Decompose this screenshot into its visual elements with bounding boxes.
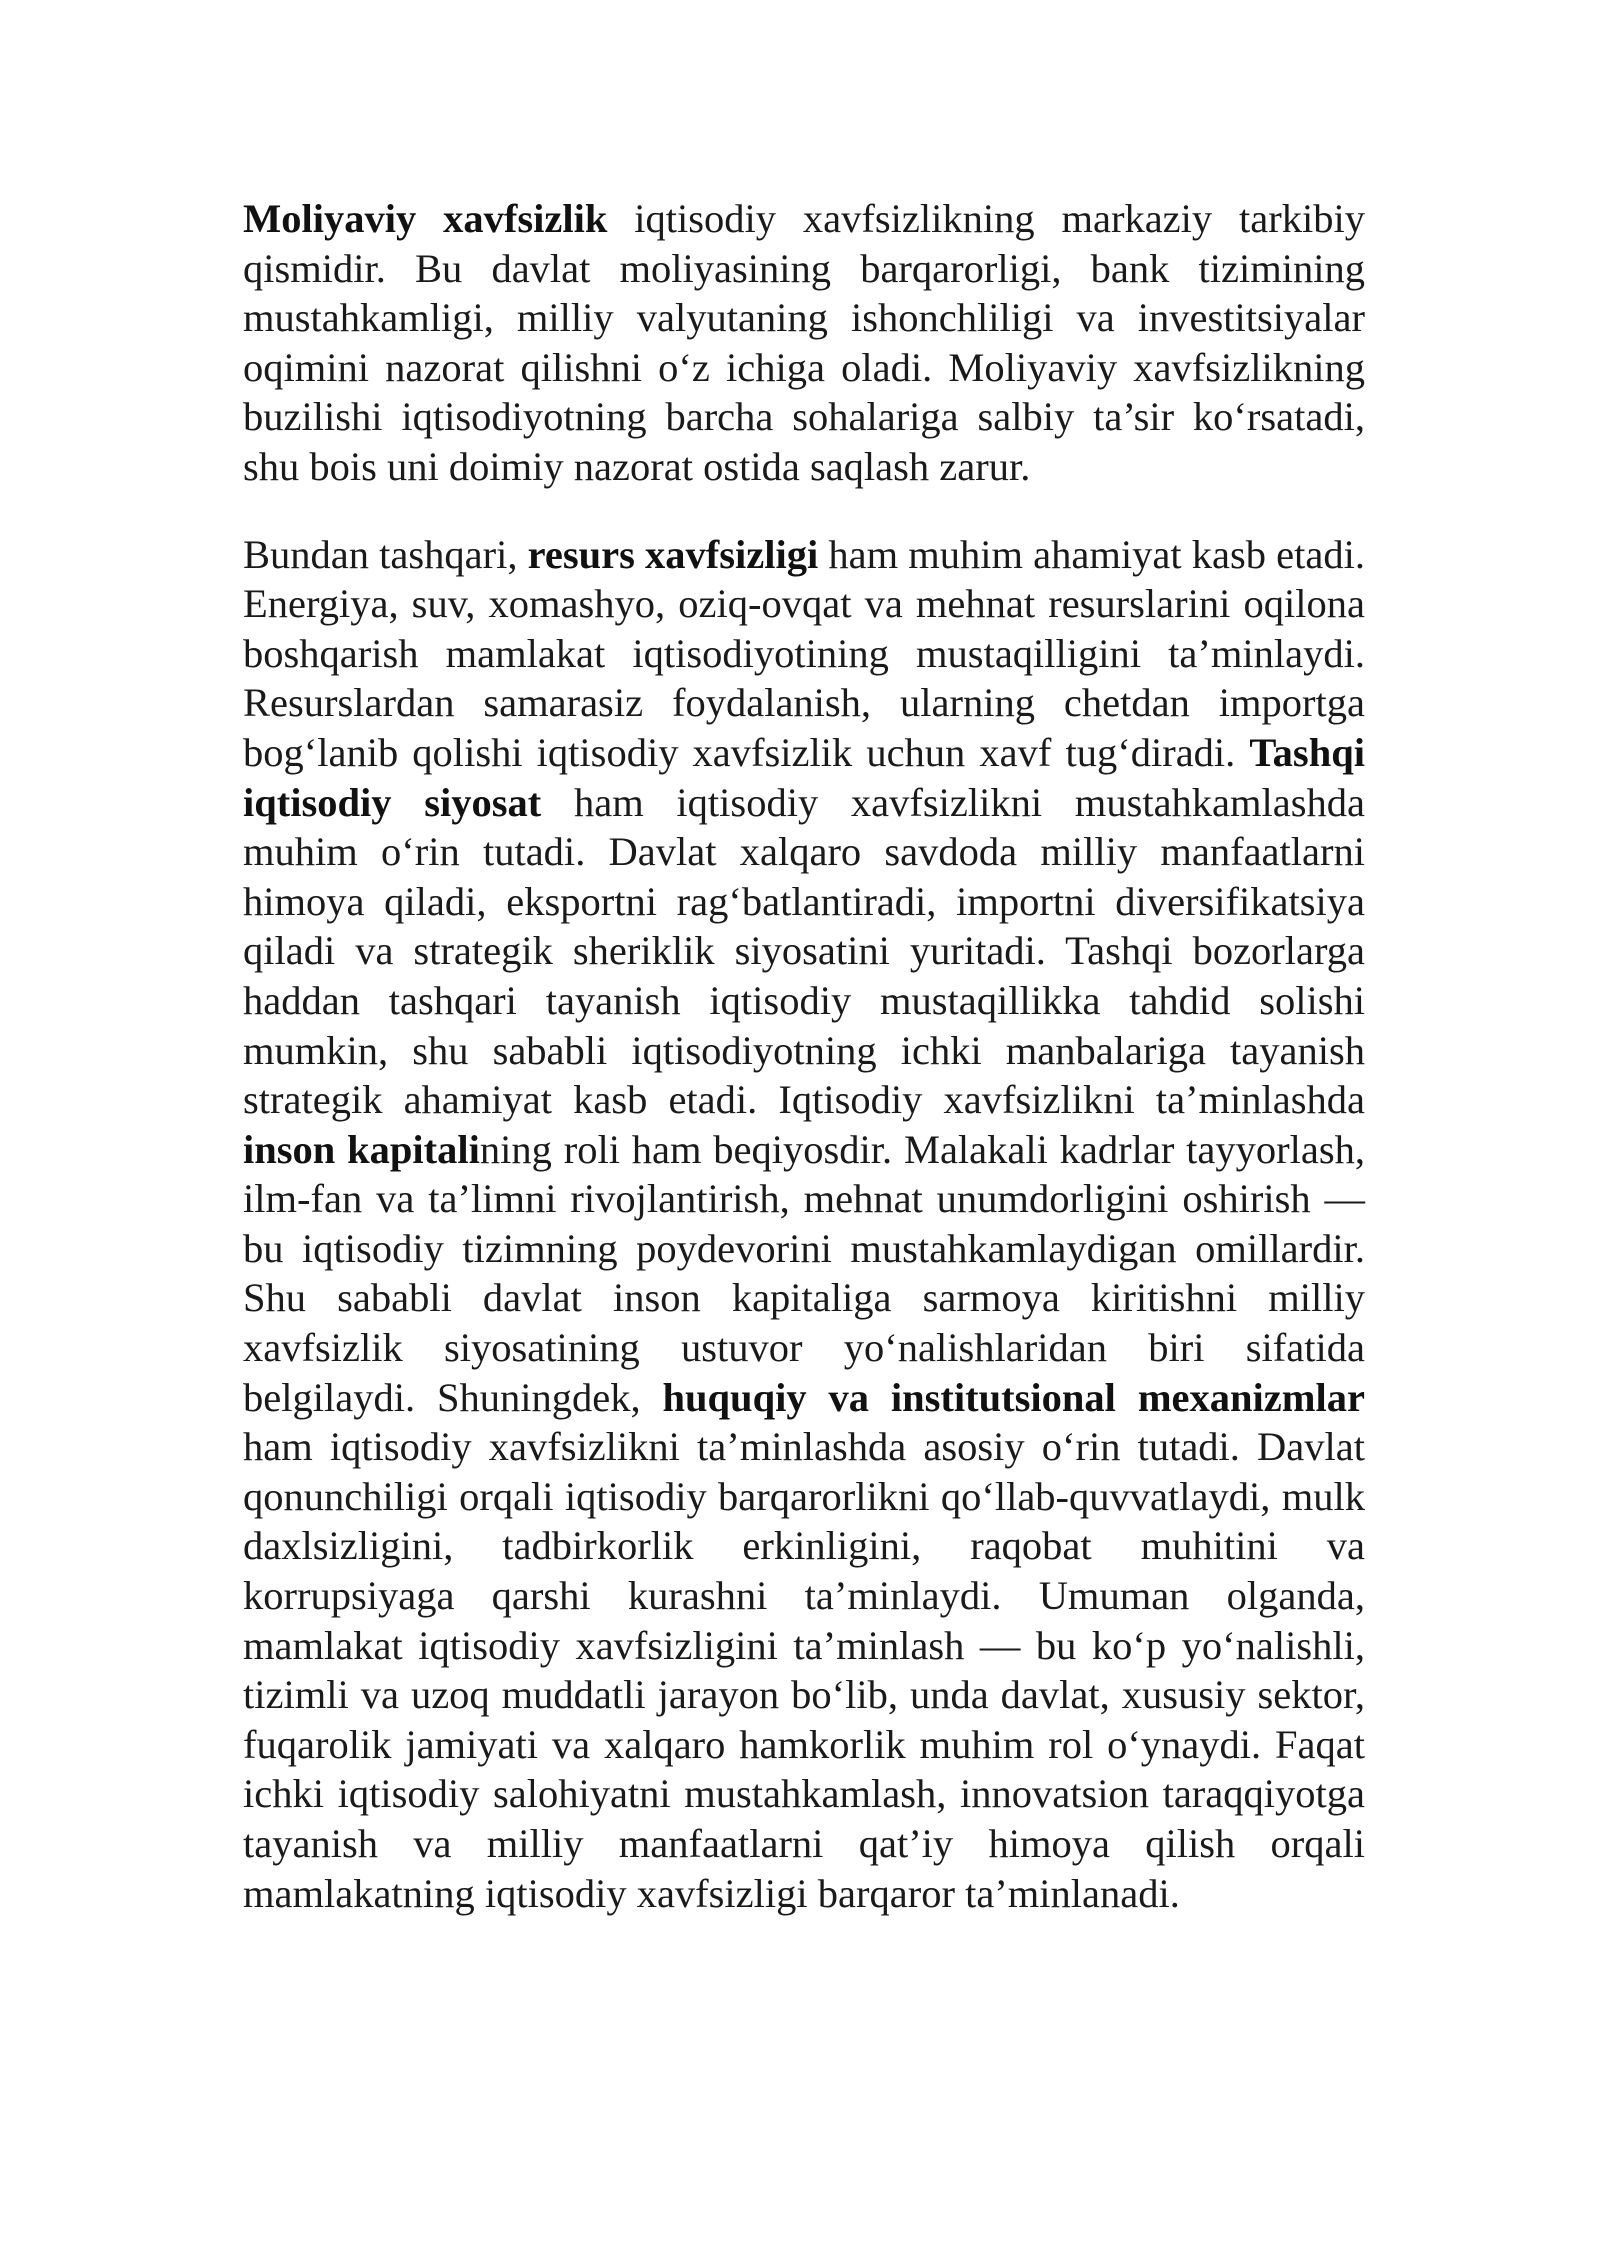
paragraph-text: Bundan tashqari, <box>243 531 528 577</box>
paragraph-text: ham iqtisodiy xavfsizlikni mustahkamlashda muhim o‘rin tutadi. Davlat xalqaro savdoda milliy manfaatlarni himoya qiladi, eksportni rag‘batlantiradi, importni diversifikatsiya qiladi va strategik sheriklik siyosatini yuritadi. Tashqi bozorlarga haddan tashqari tayanish iqtisodiy mustaqillikka tahdid solishi mumkin, shu sababli iqtisodiyotning ichki manbalariga tayanish strategik ahamiyat kasb etadi. Iqtisodiy xavfsizlikni ta’minlashda <box>243 779 1365 1123</box>
document-body <box>243 194 1365 1918</box>
term-resurs-xavfsizligi: resurs xavfsizligi <box>527 531 819 577</box>
paragraph-text: ham iqtisodiy xavfsizlikni ta’minlashda asosiy o‘rin tutadi. Davlat qonunchiligi orqali iqtisodiy barqarorlikni qo‘llab-quvvatlaydi, mulk daxlsizligini, tadbirkorlik erkinligini, raqobat muhitini va korrupsiyaga qarshi kurashni ta’minlaydi. Umuman olganda, mamlakat iqtisodiy xavfsizligini ta’minlash — bu ko‘p yo‘nalishli, tizimli va uzoq muddatli jarayon bo‘lib, unda davlat, xususiy sektor, fuqarolik jamiyati va xalqaro hamkorlik muhim rol o‘ynaydi. Faqat ichki iqtisodiy salohiyatni mustahkamlash, innovatsion taraqqiyotga tayanish va milliy manfaatlarni qat’iy himoya qilish orqali mamlakatning iqtisodiy xavfsizligi barqaror ta’minlanadi. <box>243 1424 1365 1916</box>
paragraph-financial-security <box>243 194 1365 492</box>
term-moliyaviy-xavfsizlik: Moliyaviy xavfsizlik <box>243 196 608 241</box>
term-huquqiy-institutsional-mexanizmlar: huquqiy va institutsional mexanizmlar <box>662 1374 1365 1420</box>
term-inson-kapitali: inson kapitali <box>243 1126 480 1172</box>
paragraph-text: ham muhim ahamiyat kasb etadi. Energiya, suv, xomashyo, oziq-ovqat va mehnat resurslarini oqilona boshqarish mamlakat iqtisodiyotining mustaqilligini ta’minlaydi. Resurslardan samarasiz foydalanish, ularning chetdan importga bog‘lanib qolishi iqtisodiy xavfsizlik uchun xavf tug‘diradi. <box>243 531 1365 775</box>
paragraph-resource-security <box>243 530 1365 1919</box>
paragraph-text: ning roli ham beqiyosdir. Malakali kadrlar tayyorlash, ilm-fan va ta’limni rivojlantirish, mehnat unumdorligini oshirish — bu iqtisodiy tizimning poydevorini mustahkamlaydigan omillardir. Shu sababli davlat inson kapitaliga sarmoya kiritishni milliy xavfsizlik siyosatining ustuvor yo‘nalishlaridan biri sifatida belgilaydi. Shuningdek, <box>243 1126 1365 1420</box>
term-tashqi-iqtisodiy-siyosat: Tashqi iqtisodiy siyosat <box>243 729 1365 825</box>
paragraph-text: iqtisodiy xavfsizlikning markaziy tarkibiy qismidir. Bu davlat moliyasining barqarorligi, bank tizimining mustahkamligi, milliy valyutaning ishonchliligi va investitsiyalar oqimini nazorat qilishni o‘z ichiga oladi. Moliyaviy xavfsizlikning buzilishi iqtisodiyotning barcha sohalariga salbiy ta’sir ko‘rsatadi, shu bois uni doimiy nazorat ostida saqlash zarur. <box>243 196 1365 489</box>
